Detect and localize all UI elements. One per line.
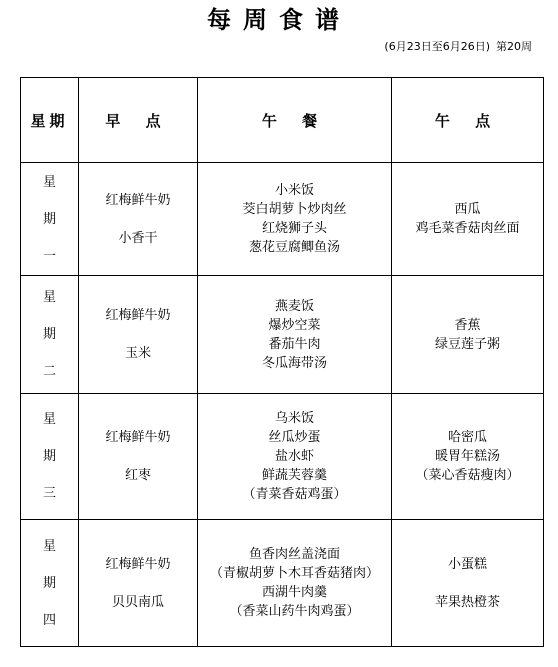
table-header-row [21, 78, 544, 163]
header-breakfast: 早 点 [79, 78, 198, 163]
breakfast-cell: 红梅鲜牛奶 玉米 [79, 276, 198, 394]
page-title: 每周食谱 [207, 5, 351, 34]
header-lunch: 午 餐 [198, 78, 392, 163]
date-range: (6月23日至6月26日) [384, 40, 490, 53]
table-row [21, 394, 544, 520]
lunch-cell: 鱼香肉丝盖浇面 （青椒胡萝卜木耳香菇猪肉） 西湖牛肉羹 （香菜山药牛肉鸡蛋） [198, 520, 392, 647]
day-cell: 星 期 一 [21, 163, 79, 276]
day-cell: 星 期 二 [21, 276, 79, 394]
weekly-menu-table [20, 77, 544, 647]
breakfast-cell: 红梅鲜牛奶 红枣 [79, 394, 198, 520]
snack-cell: 哈密瓜 暖胃年糕汤 （菜心香菇瘦肉） [392, 394, 544, 520]
date-range-subtitle [378, 40, 532, 54]
snack-cell: 小蛋糕 苹果热橙茶 [392, 520, 544, 647]
breakfast-cell: 红梅鲜牛奶 小香干 [79, 163, 198, 276]
table-row [21, 520, 544, 647]
lunch-cell: 乌米饭 丝瓜炒蛋 盐水虾 鲜蔬芙蓉羹 （青菜香菇鸡蛋） [198, 394, 392, 520]
table-row [21, 276, 544, 394]
lunch-cell: 小米饭 茭白胡萝卜炒肉丝 红烧狮子头 葱花豆腐鲫鱼汤 [198, 163, 392, 276]
day-cell: 星 期 四 [21, 520, 79, 647]
snack-cell: 西瓜 鸡毛菜香菇肉丝面 [392, 163, 544, 276]
header-day: 星期 [21, 78, 79, 163]
snack-cell: 香蕉 绿豆莲子粥 [392, 276, 544, 394]
week-number: 第20周 [496, 40, 532, 53]
lunch-cell: 燕麦饭 爆炒空菜 番茄牛肉 冬瓜海带汤 [198, 276, 392, 394]
breakfast-cell: 红梅鲜牛奶 贝贝南瓜 [79, 520, 198, 647]
header-snack: 午 点 [392, 78, 544, 163]
table-row [21, 163, 544, 276]
day-cell: 星 期 三 [21, 394, 79, 520]
